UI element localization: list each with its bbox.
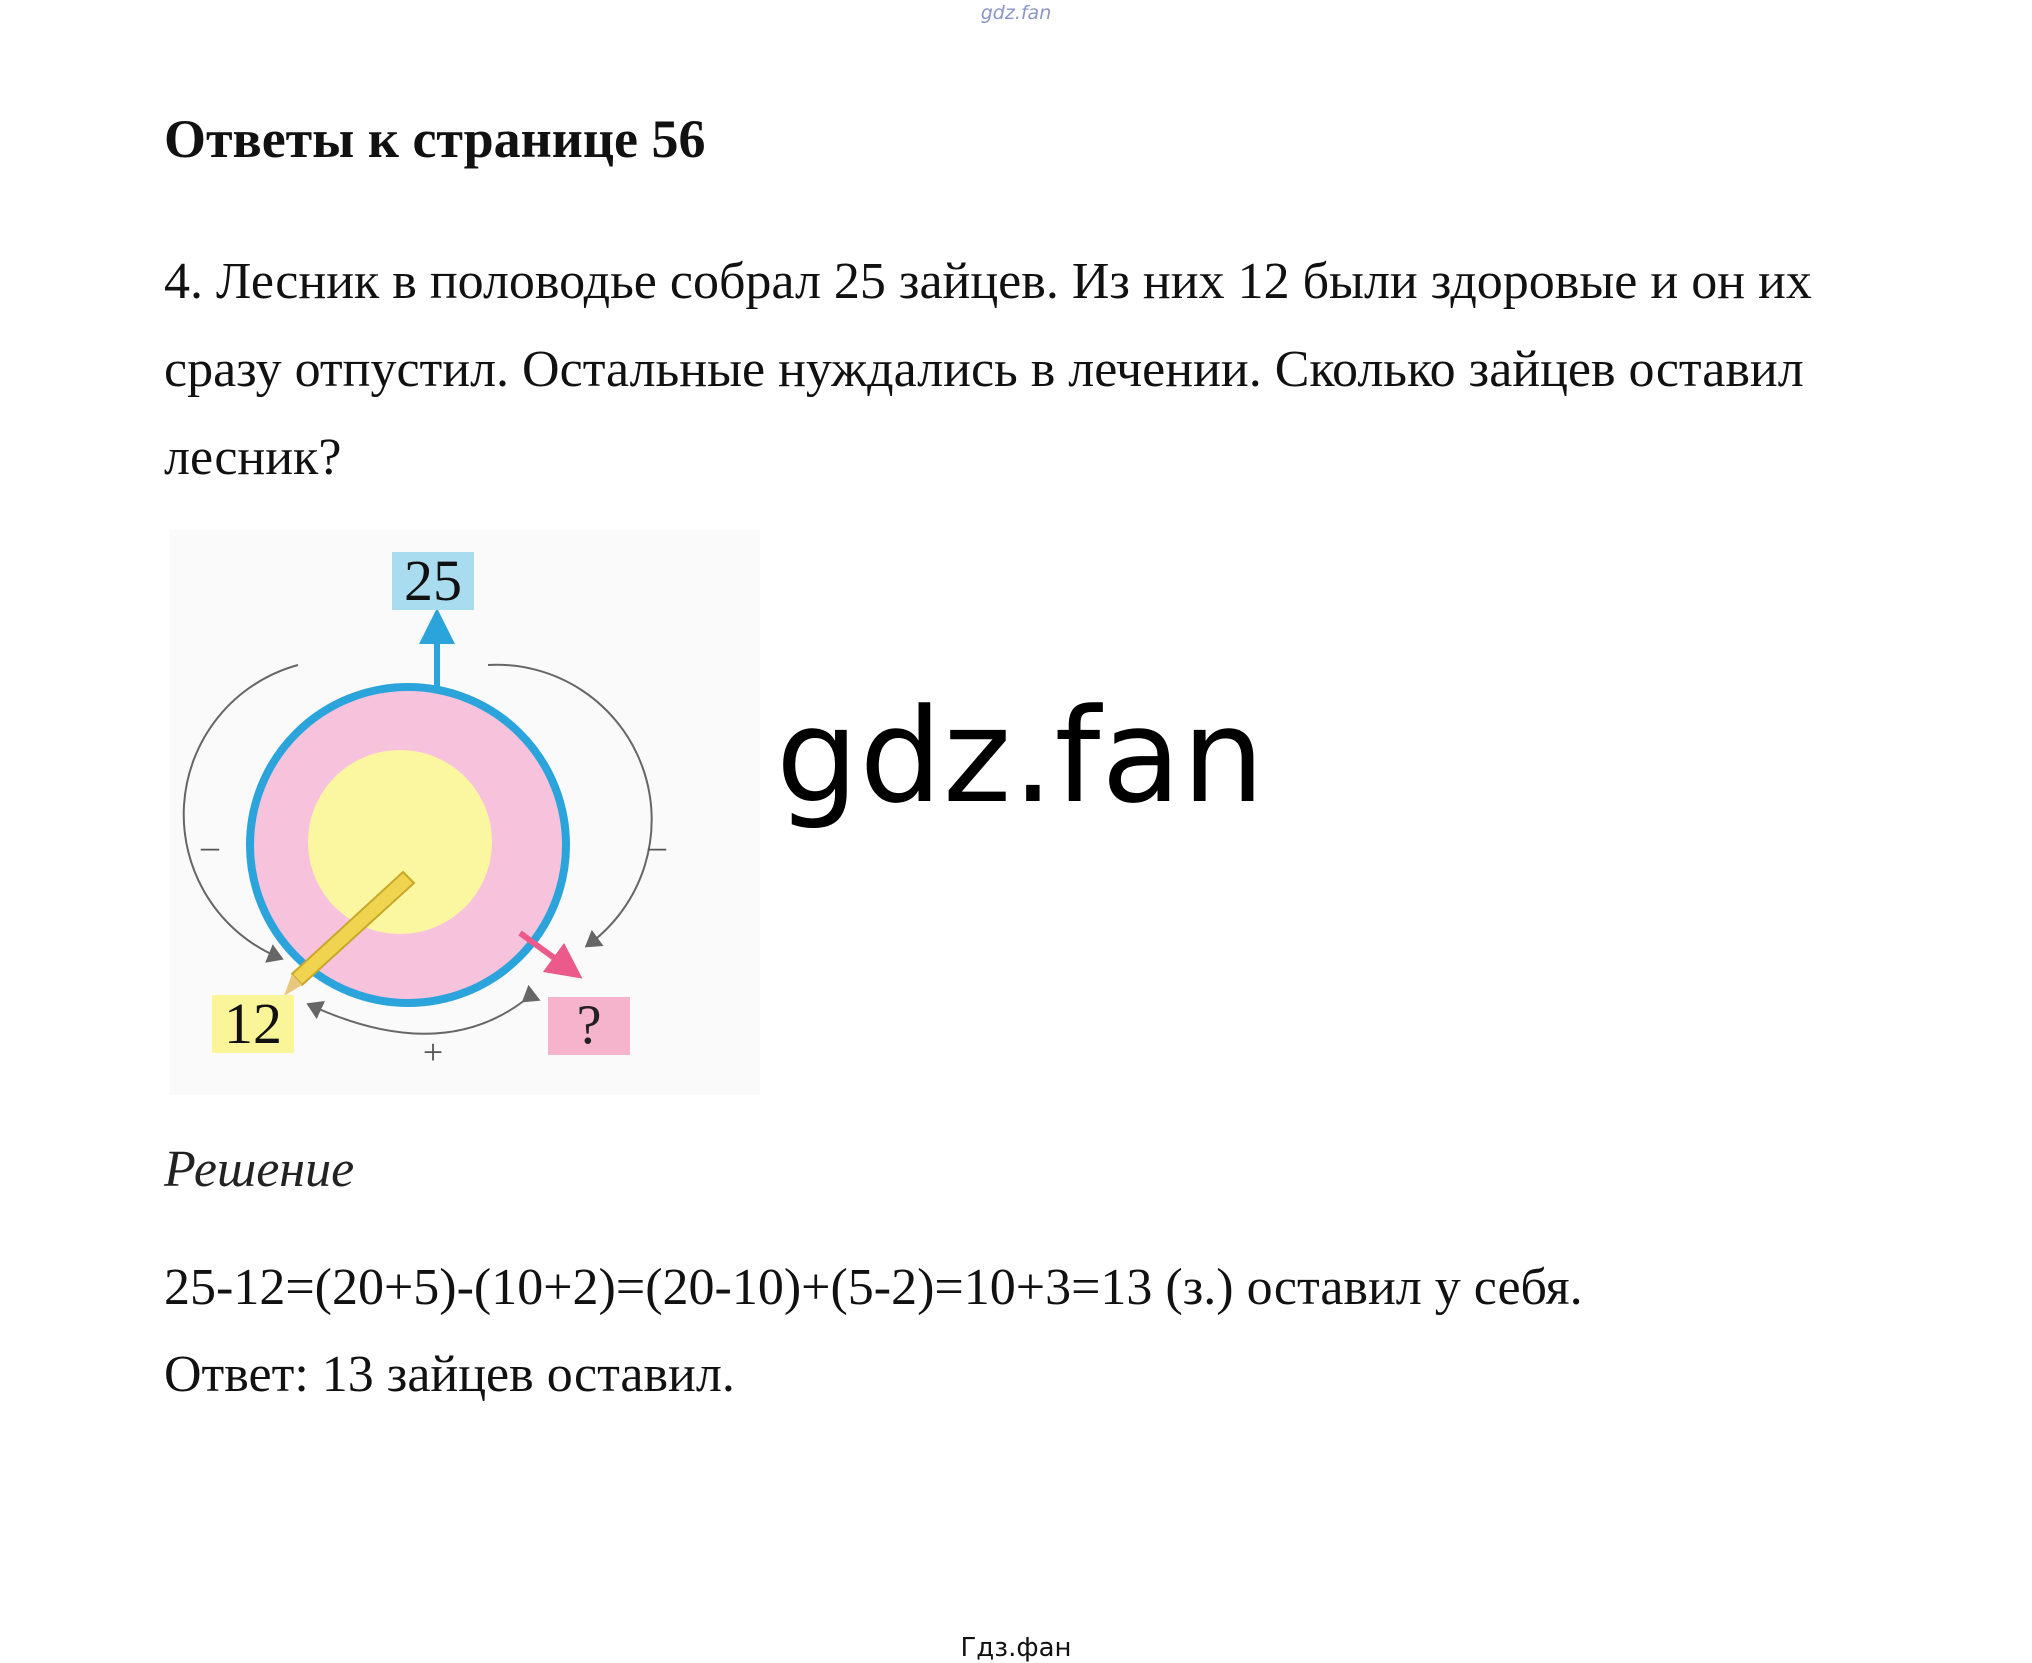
minus-right-label: – <box>648 826 666 866</box>
solution-answer: Ответ: 13 зайцев оставил. <box>164 1346 735 1403</box>
footer-watermark: Гдз.фан <box>960 1633 1072 1663</box>
page-title: Ответы к странице 56 <box>164 109 706 169</box>
solution-equation: 25-12=(20+5)-(10+2)=(20-10)+(5-2)=10+3=13 (з.) оставил у себя. <box>164 1259 1583 1316</box>
total-label: 25 <box>404 548 462 613</box>
center-watermark: gdz.fan <box>776 680 1266 832</box>
solution-label: Решение <box>164 1141 355 1198</box>
diagram-svg <box>170 530 760 1095</box>
known-part-label: 12 <box>224 991 282 1056</box>
task-text: 4. Лесник в половодье собрал 25 зайцев. Из них 12 были здоровые и он их сразу отпустил. Остальные нуждались в лечении. Сколько зайцев оставил лесник? <box>164 253 1812 486</box>
unknown-part-label: ? <box>576 994 602 1056</box>
top-watermark: gdz.fan <box>980 2 1052 24</box>
minus-left-label: – <box>201 826 219 866</box>
plus-bottom-label: + <box>422 1032 444 1072</box>
part-circle <box>308 750 492 934</box>
part-whole-diagram <box>170 530 760 1095</box>
